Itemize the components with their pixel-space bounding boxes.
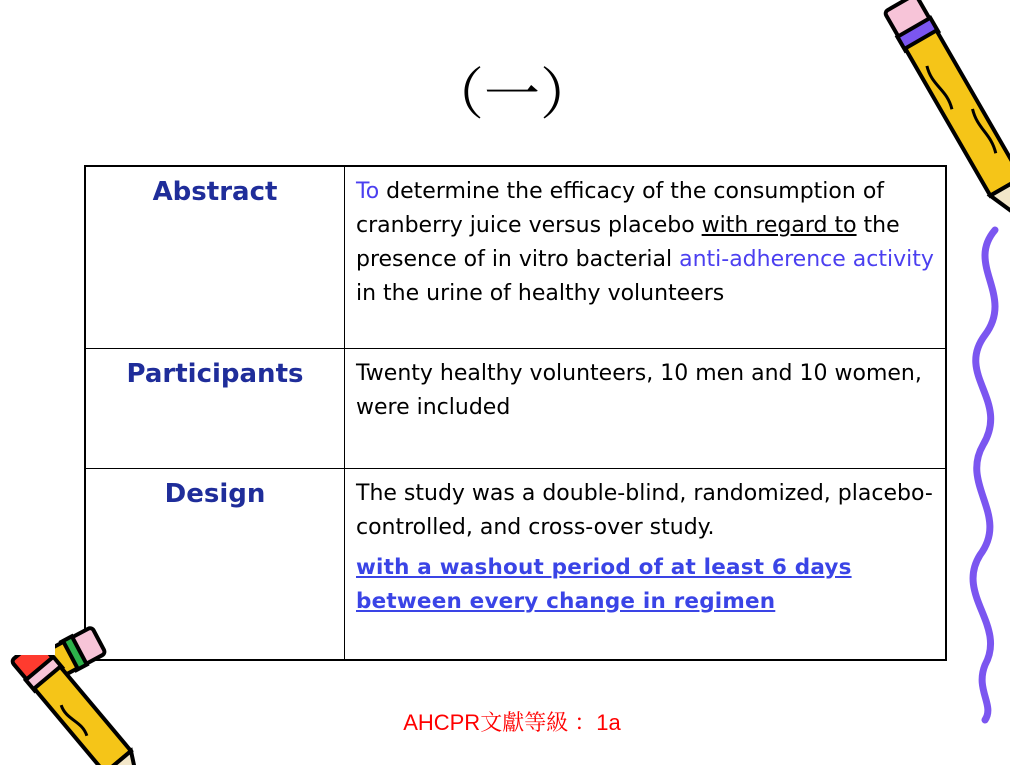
- abstract-text-part: determine the efficacy of the consumption of cranberry juice versus placebo: [356, 179, 885, 238]
- evidence-level-footer: AHCPR文獻等級 ：1a: [403, 710, 621, 735]
- squiggle-line-icon: [955, 225, 1024, 725]
- participants-text: Twenty healthy volunteers, 10 men and 10 women, were included: [345, 348, 947, 468]
- abstract-text-part: the presence of in vitro bacterial: [356, 213, 900, 272]
- abstract-underlined-phrase: with regard to: [701, 213, 857, 238]
- design-washout-note: with a washout period of at least 6 days between every change in regimen: [356, 554, 852, 614]
- pencil-icon: [850, 0, 1010, 250]
- abstract-highlight-phrase: anti-adherence activity: [679, 247, 934, 272]
- slide-title: （一）: [428, 63, 596, 128]
- table-row-participants: [85, 348, 946, 468]
- pencil-icon: [0, 655, 160, 765]
- design-cell: [345, 468, 947, 660]
- design-text: The study was a double-blind, randomized, placebo-controlled, and cross-over study.: [356, 480, 933, 540]
- design-label: Design: [85, 468, 345, 660]
- abstract-text-to: To: [356, 179, 380, 204]
- summary-table: [84, 165, 947, 661]
- abstract-text-part: in the urine of healthy volunteers: [356, 281, 725, 306]
- abstract-label: Abstract: [85, 166, 345, 348]
- participants-label: Participants: [85, 348, 345, 468]
- table-row-design: [85, 468, 946, 660]
- table-row-abstract: [85, 166, 946, 348]
